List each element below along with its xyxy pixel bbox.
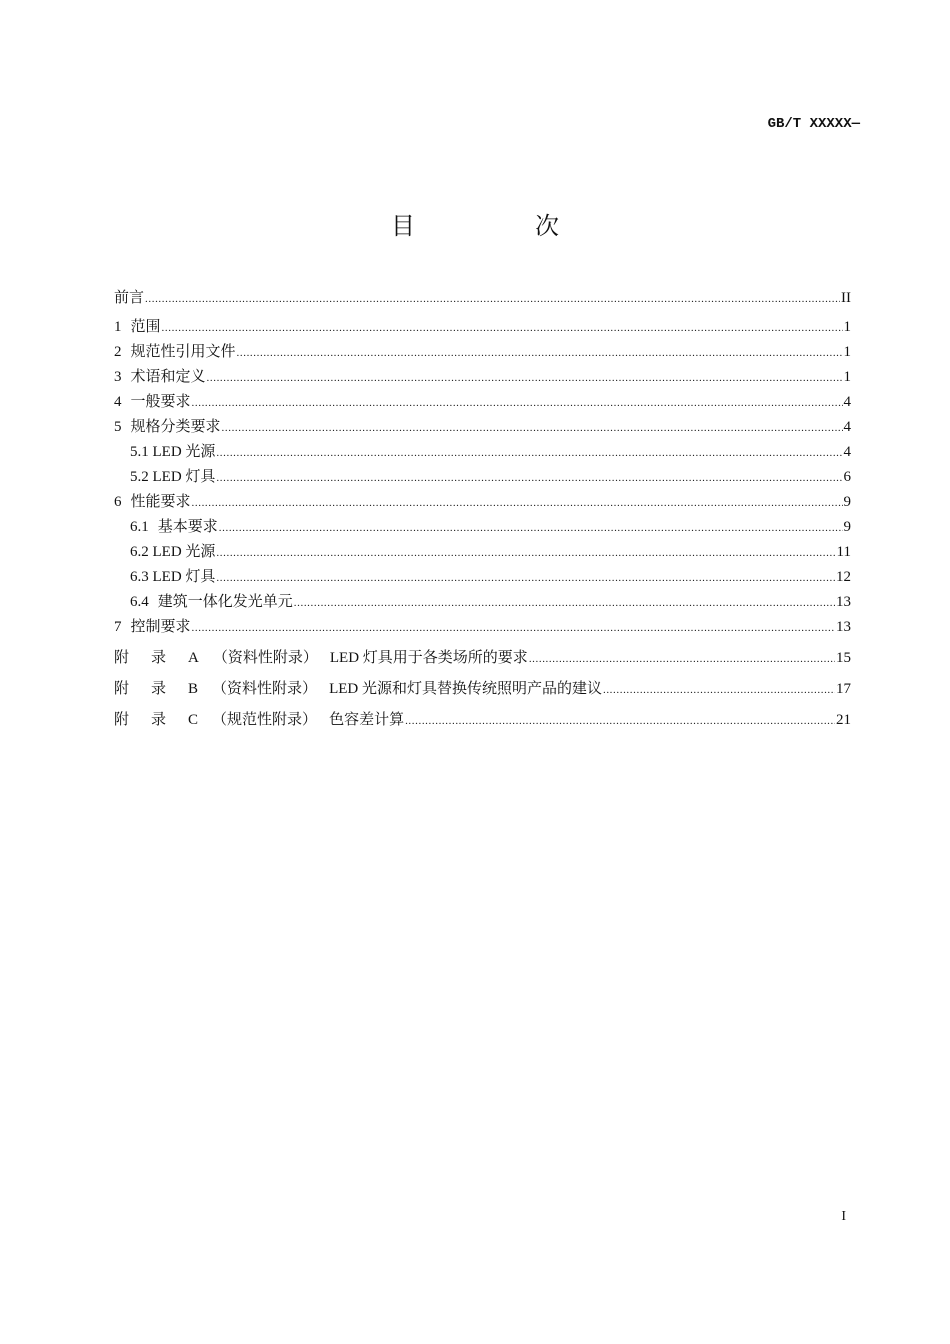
dot-leader bbox=[603, 679, 835, 693]
toc-entry-appendix-a[interactable] bbox=[114, 646, 851, 677]
dot-leader bbox=[216, 567, 835, 581]
dot-leader bbox=[219, 517, 843, 531]
toc-entry-label: 术语和定义 bbox=[130, 369, 206, 385]
dot-leader bbox=[216, 542, 835, 556]
toc-entry-number: 6.4 bbox=[130, 594, 149, 610]
toc-entry-5-2[interactable] bbox=[114, 465, 851, 490]
toc-entry-page: 15 bbox=[836, 650, 851, 666]
toc-entry-label: 性能要求 bbox=[130, 494, 191, 510]
toc-entry-page: 1 bbox=[843, 319, 851, 335]
toc-entry-label: 范围 bbox=[130, 319, 161, 335]
toc-entry-general-requirements[interactable] bbox=[114, 390, 851, 415]
toc-entry-page: II bbox=[841, 290, 851, 306]
toc-entry-number: 2 bbox=[114, 344, 122, 360]
dot-leader bbox=[216, 467, 842, 481]
dot-leader bbox=[529, 648, 835, 662]
toc-entry-scope[interactable] bbox=[114, 315, 851, 340]
toc-entry-page: 4 bbox=[843, 444, 851, 460]
toc-entry-page: 17 bbox=[836, 681, 851, 697]
toc-entry-label: LED 光源和灯具替换传统照明产品的建议 bbox=[329, 681, 602, 697]
toc-entry-page: 11 bbox=[836, 544, 851, 560]
toc-entry-label: 6.2 LED 光源 bbox=[130, 544, 216, 560]
toc-entry-label: LED 灯具用于各类场所的要求 bbox=[329, 650, 528, 666]
toc-entry-normative-references[interactable] bbox=[114, 340, 851, 365]
toc-entry-appendix-c[interactable] bbox=[114, 708, 851, 739]
toc-entry-6-2[interactable] bbox=[114, 540, 851, 565]
dot-leader bbox=[192, 617, 835, 631]
appendix-word-lu: 录 bbox=[151, 681, 167, 697]
toc-entry-label: 规范性引用文件 bbox=[130, 344, 236, 360]
toc-entry-number: 4 bbox=[114, 394, 122, 410]
toc-entry-6-4[interactable] bbox=[114, 590, 851, 615]
toc-entry-label: 色容差计算 bbox=[329, 712, 405, 728]
toc-entry-number: 7 bbox=[114, 619, 122, 635]
dot-leader bbox=[222, 417, 843, 431]
page-title: 目 次 bbox=[391, 212, 607, 240]
toc-entry-label: 5.1 LED 光源 bbox=[130, 444, 216, 460]
toc-entry-label: 前言 bbox=[114, 290, 145, 306]
appendix-word-fu: 附 bbox=[114, 712, 130, 728]
toc-entry-6-1[interactable] bbox=[114, 515, 851, 540]
appendix-letter: B bbox=[188, 681, 199, 697]
dot-leader bbox=[162, 317, 843, 331]
appendix-word-fu: 附 bbox=[114, 650, 130, 666]
appendix-kind: （资料性附录） bbox=[212, 681, 318, 697]
toc-entry-page: 13 bbox=[836, 594, 851, 610]
dot-leader bbox=[207, 367, 843, 381]
toc-entry-number: 3 bbox=[114, 369, 122, 385]
toc-entry-label: 建筑一体化发光单元 bbox=[157, 594, 293, 610]
toc-entry-6-3[interactable] bbox=[114, 565, 851, 590]
appendix-kind: （资料性附录） bbox=[212, 650, 318, 666]
toc-entry-page: 21 bbox=[836, 712, 851, 728]
toc-entry-label: 基本要求 bbox=[157, 519, 218, 535]
toc-entry-label: 5.2 LED 灯具 bbox=[130, 469, 216, 485]
dot-leader bbox=[192, 492, 843, 506]
toc-entry-page: 1 bbox=[843, 369, 851, 385]
dot-leader bbox=[192, 392, 843, 406]
toc-entry-page: 4 bbox=[843, 394, 851, 410]
toc-entry-page: 4 bbox=[843, 419, 851, 435]
appendix-word-fu: 附 bbox=[114, 681, 130, 697]
toc-entry-page: 9 bbox=[843, 494, 851, 510]
toc-entry-appendix-b[interactable] bbox=[114, 677, 851, 708]
toc-entry-5-1[interactable] bbox=[114, 440, 851, 465]
appendix-word-lu: 录 bbox=[151, 650, 167, 666]
page-number: I bbox=[841, 1209, 846, 1224]
toc-entry-control[interactable] bbox=[114, 615, 851, 640]
appendix-letter: A bbox=[188, 650, 199, 666]
dot-leader bbox=[216, 442, 842, 456]
toc-entry-number: 5 bbox=[114, 419, 122, 435]
document-code: GB/T XXXXX— bbox=[767, 116, 860, 132]
toc-entry-performance[interactable] bbox=[114, 490, 851, 515]
dot-leader bbox=[237, 342, 843, 356]
dot-leader bbox=[145, 288, 840, 302]
appendix-kind: （规范性附录） bbox=[212, 712, 318, 728]
toc-entry-page: 1 bbox=[843, 344, 851, 360]
toc-entry-number: 1 bbox=[114, 319, 122, 335]
toc-entry-classification[interactable] bbox=[114, 415, 851, 440]
appendix-letter: C bbox=[188, 712, 199, 728]
toc-entry-label: 控制要求 bbox=[130, 619, 191, 635]
toc-entry-page: 6 bbox=[843, 469, 851, 485]
toc-entry-page: 13 bbox=[836, 619, 851, 635]
dot-leader bbox=[405, 710, 835, 724]
dot-leader bbox=[294, 592, 835, 606]
toc-entry-label: 6.3 LED 灯具 bbox=[130, 569, 216, 585]
toc-entry-label: 一般要求 bbox=[130, 394, 191, 410]
appendix-word-lu: 录 bbox=[151, 712, 167, 728]
toc-entry-page: 12 bbox=[836, 569, 851, 585]
toc-entry-terms[interactable] bbox=[114, 365, 851, 390]
table-of-contents bbox=[114, 286, 851, 739]
toc-entry-label: 规格分类要求 bbox=[130, 419, 221, 435]
toc-entry-page: 9 bbox=[843, 519, 851, 535]
toc-entry-foreword[interactable] bbox=[114, 286, 851, 311]
toc-entry-number: 6 bbox=[114, 494, 122, 510]
toc-entry-number: 6.1 bbox=[130, 519, 149, 535]
